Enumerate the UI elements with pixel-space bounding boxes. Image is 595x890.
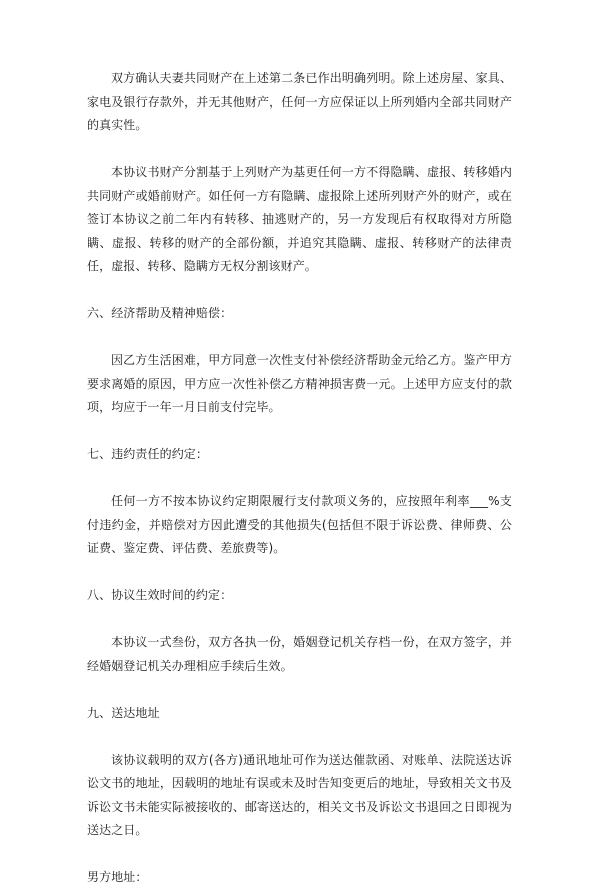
section-heading-effective-time: 八、协议生效时间的约定： [87,588,233,602]
paragraph-economic-help: 因乙方生活困难，甲方同意一次性支付补偿经济帮助金元给乙方。鉴产甲方要求离婚的原因，甲方应一次性补偿乙方精神损害费一元。上述甲方应支付的款项，均应于一年一月日前支付完毕。 [87,353,512,414]
paragraph-breach-liability: 任何一方不按本协议约定期限履行支付款项义务的，应按照年利率___%支付违约金，并赔偿对方因此遭受的其他损失(包括但不限于诉讼费、律师费、公证费、鉴定费、评估费、差旅费等)。 [87,494,512,555]
paragraph-property-division-basis: 本协议书财产分割基于上列财产为基更任何一方不得隐瞒、虚报、转移婚内共同财产或婚前财产。如任何一方有隐瞒、虚报除上述所列财产外的财产，或在签订本协议之前二年内有转移、抽逃财产的，另一方发现后有权取得对方所隐瞒、虚报、转移的财产的全部份额，并追究其隐瞒、虚报、转移财产的法律责任，虚报、转移、隐瞒方无权分割该财产。 [87,165,512,273]
document-body [87,67,512,890]
paragraph-service-address: 该协议载明的双方(各方)通讯地址可作为送达催款函、对账单、法院送达诉讼文书的地址，因载明的地址有误或未及时告知变更后的地址，导致相关文书及诉讼文书未能实际被接收的、邮寄送达的，相关文书及诉讼文书退回之日即视为送达之日。 [87,752,512,837]
male-address-label: 男方地址： [87,870,148,884]
section-heading-service-address: 九、送达地址 [87,705,160,720]
section-heading-breach-liability: 七、违约责任的约定： [87,447,209,461]
paragraph-effective-time: 本协议一式叁份，双方各执一份，婚姻登记机关存档一份，在双方签字，并经婚姻登记机关办理相应手续后生效。 [87,635,512,673]
section-heading-economic-help: 六、经济帮助及精神赔偿： [87,306,233,320]
paragraph-property-confirmation: 双方确认夫妻共同财产在上述第二条已作出明确列明。除上述房屋、家具、家电及银行存款外，并无其他财产，任何一方应保证以上所列婚内全部共同财产的真实性。 [87,71,512,132]
